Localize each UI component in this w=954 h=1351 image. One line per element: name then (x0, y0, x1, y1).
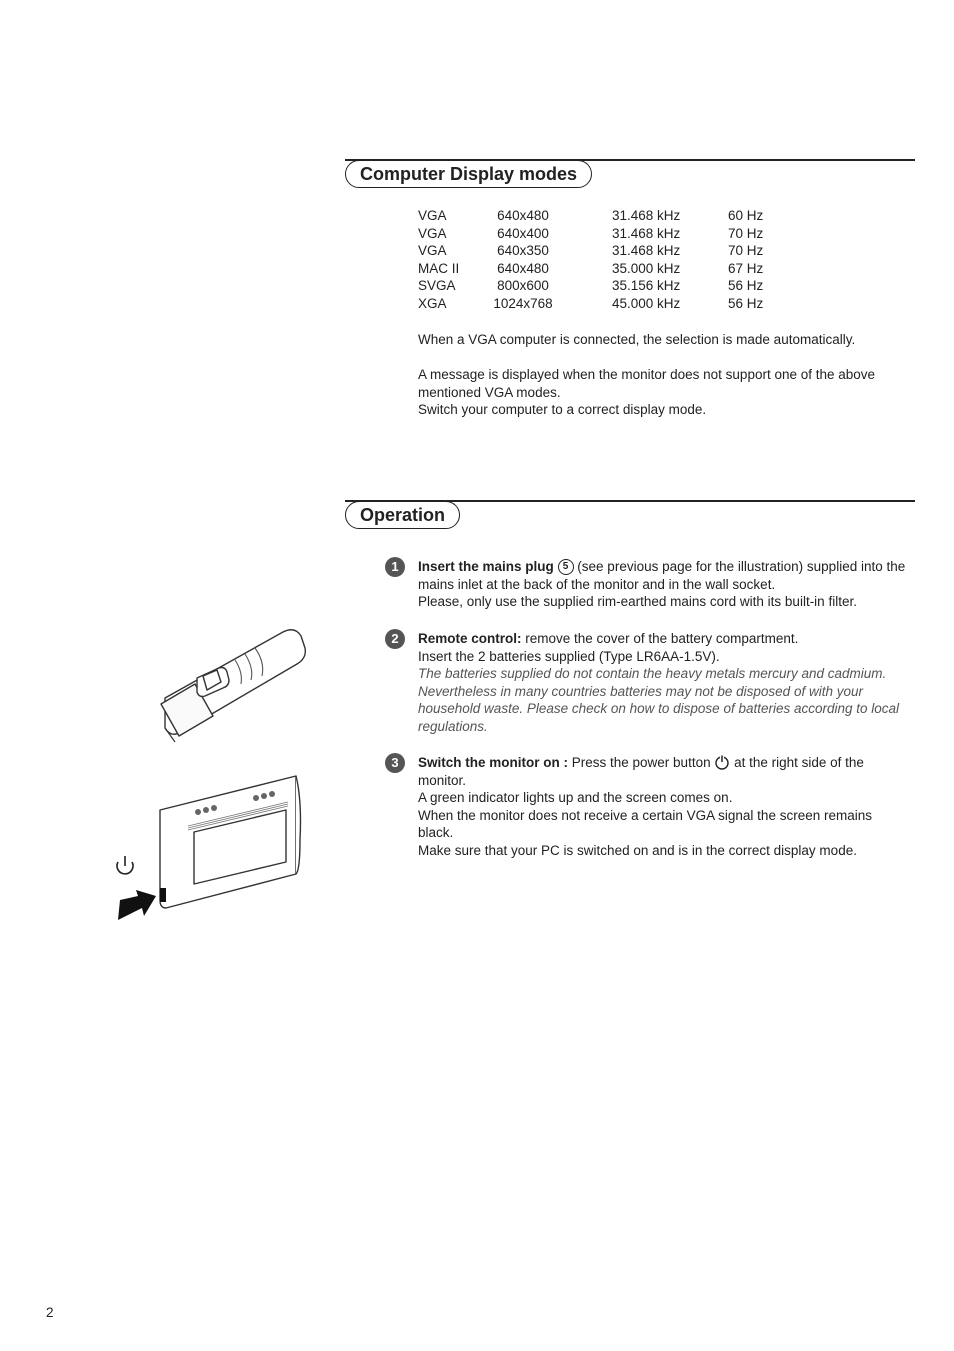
step-number-1: 1 (385, 557, 405, 577)
paragraph: A green indicator lights up and the screen comes on. (418, 790, 733, 806)
paragraph: Please, only use the supplied rim-earthed mains cord with its built-in filter. (418, 594, 857, 610)
step-title: Insert the mains plug (418, 559, 554, 574)
reference-number: 5 (558, 559, 574, 575)
mode-vsync: 70 Hz (728, 243, 764, 259)
step-number-2: 2 (385, 629, 405, 649)
paragraph: Switch your computer to a correct display mode. (418, 402, 707, 418)
power-icon (714, 754, 730, 770)
mode-vsync: 56 Hz (728, 295, 764, 311)
mode-hsync: 31.468 kHz (612, 225, 681, 241)
mode-hsync: 35.156 kHz (612, 278, 681, 294)
display-modes-table (418, 207, 818, 313)
mode-hsync: 31.468 kHz (612, 243, 681, 259)
battery-disposal-note: The batteries supplied do not contain the heavy metals mercury and cadmium. Nevertheless in many countries batteries may not be disposed of with your household waste. Please check on how to dispose of batteries according to local regulations. (418, 666, 900, 734)
step-number-3: 3 (385, 753, 405, 773)
mode-vsync: 56 Hz (728, 278, 764, 294)
section-title-operation: Operation (345, 501, 460, 529)
mode-name: VGA (418, 225, 447, 241)
mode-resolution: 640x480 (497, 208, 549, 223)
table-row (418, 242, 818, 260)
table-row (418, 295, 818, 313)
table-row (418, 260, 818, 278)
monitor-illustration (110, 770, 310, 925)
mode-resolution: 640x400 (497, 225, 549, 241)
paragraph (418, 630, 908, 648)
step-body: remove the cover of the battery compartment. (521, 631, 799, 646)
mode-vsync: 70 Hz (728, 225, 764, 241)
mode-resolution: 640x480 (497, 260, 549, 276)
mode-hsync: 45.000 kHz (612, 295, 681, 311)
page-number: 2 (46, 1305, 54, 1320)
paragraph: When the monitor does not receive a certain VGA signal the screen remains black. (418, 807, 872, 841)
mode-name: MAC II (418, 260, 460, 276)
step-3-text (418, 754, 908, 860)
mode-name: SVGA (418, 278, 456, 294)
step-body: (see previous page for the illustration) supplied into the mains inlet at the back of the monitor and in the wall socket. (418, 559, 906, 592)
paragraph (418, 754, 908, 789)
unsupported-mode-note (418, 366, 908, 419)
mode-vsync: 67 Hz (728, 260, 764, 276)
mode-vsync: 60 Hz (728, 208, 764, 223)
mode-name: VGA (418, 208, 447, 223)
mode-name: XGA (418, 295, 447, 311)
table-row (418, 277, 818, 295)
mode-resolution: 640x350 (497, 243, 549, 259)
paragraph: Insert the 2 batteries supplied (Type LR6AA-1.5V). (418, 648, 720, 664)
mode-hsync: 31.468 kHz (612, 208, 681, 223)
mode-resolution: 1024x768 (493, 295, 553, 311)
remote-control-illustration (135, 620, 310, 750)
auto-selection-note (418, 331, 908, 349)
mode-resolution: 800x600 (497, 278, 549, 294)
paragraph: When a VGA computer is connected, the selection is made automatically. (418, 332, 856, 347)
table-row (418, 207, 818, 225)
mode-name: VGA (418, 243, 447, 259)
step-title: Remote control: (418, 631, 522, 646)
step-body: Press the power button (568, 755, 715, 770)
step-1-text (418, 558, 908, 611)
paragraph (418, 558, 908, 593)
mode-hsync: 35.000 kHz (612, 260, 681, 276)
step-title: Switch the monitor on : (418, 755, 568, 770)
step-body: at the right side of the monitor. (418, 755, 864, 788)
paragraph: Make sure that your PC is switched on and is in the correct display mode. (418, 842, 857, 858)
paragraph: A message is displayed when the monitor does not support one of the above mentioned VGA modes. (418, 367, 876, 400)
step-2-text (418, 630, 908, 736)
table-row (418, 225, 818, 243)
section-title-display-modes: Computer Display modes (345, 160, 592, 188)
